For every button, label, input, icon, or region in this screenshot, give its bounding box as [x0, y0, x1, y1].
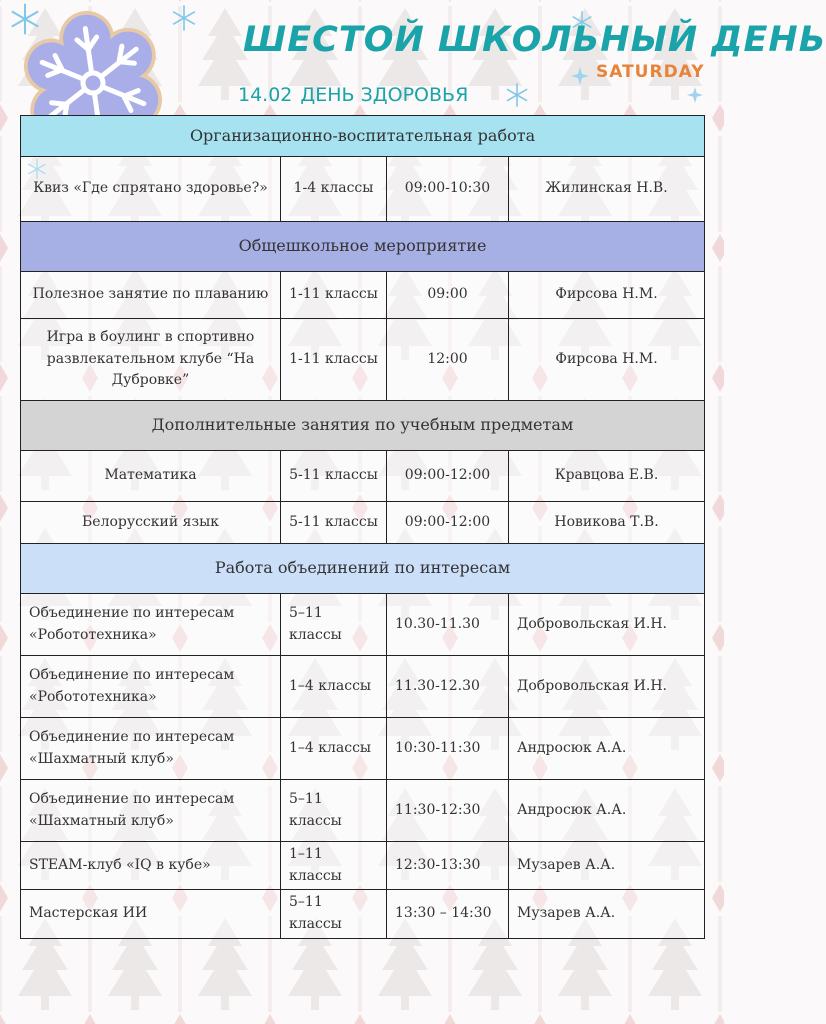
table-row: [21, 890, 705, 938]
table-row: [21, 842, 705, 890]
theme-title: ДЕНЬ ЗДОРОВЬЯ: [300, 84, 469, 106]
time-cell: 13:30 – 14:30: [387, 890, 509, 938]
event-cell: Объединение по интересам «Шахматный клуб»: [21, 718, 281, 780]
section-title: Организационно-воспитательная работа: [21, 116, 705, 157]
grades-cell: 1-11 классы: [281, 319, 387, 401]
section-title: Общешкольное мероприятие: [21, 222, 705, 272]
grades-cell: 1-4 классы: [281, 157, 387, 222]
teacher-cell: Кравцова Е.В.: [509, 451, 705, 502]
table-row: [21, 718, 705, 780]
schedule-table: [20, 115, 705, 939]
time-cell: 10:30-11:30: [387, 718, 509, 780]
event-cell: Квиз «Где спрятано здоровье?»: [21, 157, 281, 222]
time-cell: 11.30-12.30: [387, 656, 509, 718]
snowflake-icon: [170, 4, 198, 32]
event-cell: Объединение по интересам «Робототехника»: [21, 656, 281, 718]
grades-cell: 1-11 классы: [281, 272, 387, 319]
time-cell: 11:30-12:30: [387, 780, 509, 842]
page-title: ШЕСТОЙ ШКОЛЬНЫЙ ДЕНЬ: [243, 20, 826, 60]
time-cell: 10.30-11.30: [387, 594, 509, 656]
teacher-cell: Жилинская Н.В.: [509, 157, 705, 222]
event-cell: Игра в боулинг в спортивно развлекательном клубе “На Дубровке”: [21, 319, 281, 401]
sparkle-icon: [570, 66, 590, 86]
event-cell: STEAM-клуб «IQ в кубе»: [21, 842, 281, 890]
section-header: [21, 544, 705, 594]
teacher-cell: Фирсова Н.М.: [509, 272, 705, 319]
table-row: [21, 780, 705, 842]
section-title: Дополнительные занятия по учебным предметам: [21, 401, 705, 451]
event-cell: Объединение по интересам «Робототехника»: [21, 594, 281, 656]
table-row: [21, 451, 705, 502]
snowflake-icon: [504, 82, 530, 108]
event-cell: Белорусский язык: [21, 502, 281, 544]
event-cell: Мастерская ИИ: [21, 890, 281, 938]
event-cell: Полезное занятие по плаванию: [21, 272, 281, 319]
event-cell: Математика: [21, 451, 281, 502]
grades-cell: 1–4 классы: [281, 718, 387, 780]
time-cell: 09:00-12:00: [387, 451, 509, 502]
grades-cell: 1–4 классы: [281, 656, 387, 718]
sparkle-icon: [686, 86, 704, 104]
table-row: [21, 502, 705, 544]
table-row: [21, 319, 705, 401]
date: 14.02: [238, 84, 293, 106]
event-cell: Объединение по интересам «Шахматный клуб»: [21, 780, 281, 842]
weekday-label: SATURDAY: [596, 62, 705, 82]
teacher-cell: Музарев А.А.: [509, 890, 705, 938]
teacher-cell: Добровольская И.Н.: [509, 594, 705, 656]
grades-cell: 5–11 классы: [281, 594, 387, 656]
date-line: [238, 84, 468, 106]
table-row: [21, 594, 705, 656]
grades-cell: 5-11 классы: [281, 502, 387, 544]
grades-cell: 1–11 классы: [281, 842, 387, 890]
teacher-cell: Добровольская И.Н.: [509, 656, 705, 718]
time-cell: 09:00: [387, 272, 509, 319]
teacher-cell: Фирсова Н.М.: [509, 319, 705, 401]
time-cell: 12:00: [387, 319, 509, 401]
table-row: [21, 157, 705, 222]
grades-cell: 5–11 классы: [281, 890, 387, 938]
table-row: [21, 272, 705, 319]
time-cell: 09:00-12:00: [387, 502, 509, 544]
teacher-cell: Андросюк А.А.: [509, 780, 705, 842]
section-header: [21, 222, 705, 272]
time-cell: 09:00-10:30: [387, 157, 509, 222]
teacher-cell: Музарев А.А.: [509, 842, 705, 890]
section-title: Работа объединений по интересам: [21, 544, 705, 594]
section-header: [21, 116, 705, 157]
time-cell: 12:30-13:30: [387, 842, 509, 890]
grades-cell: 5-11 классы: [281, 451, 387, 502]
teacher-cell: Андросюк А.А.: [509, 718, 705, 780]
section-header: [21, 401, 705, 451]
teacher-cell: Новикова Т.В.: [509, 502, 705, 544]
table-row: [21, 656, 705, 718]
grades-cell: 5–11 классы: [281, 780, 387, 842]
